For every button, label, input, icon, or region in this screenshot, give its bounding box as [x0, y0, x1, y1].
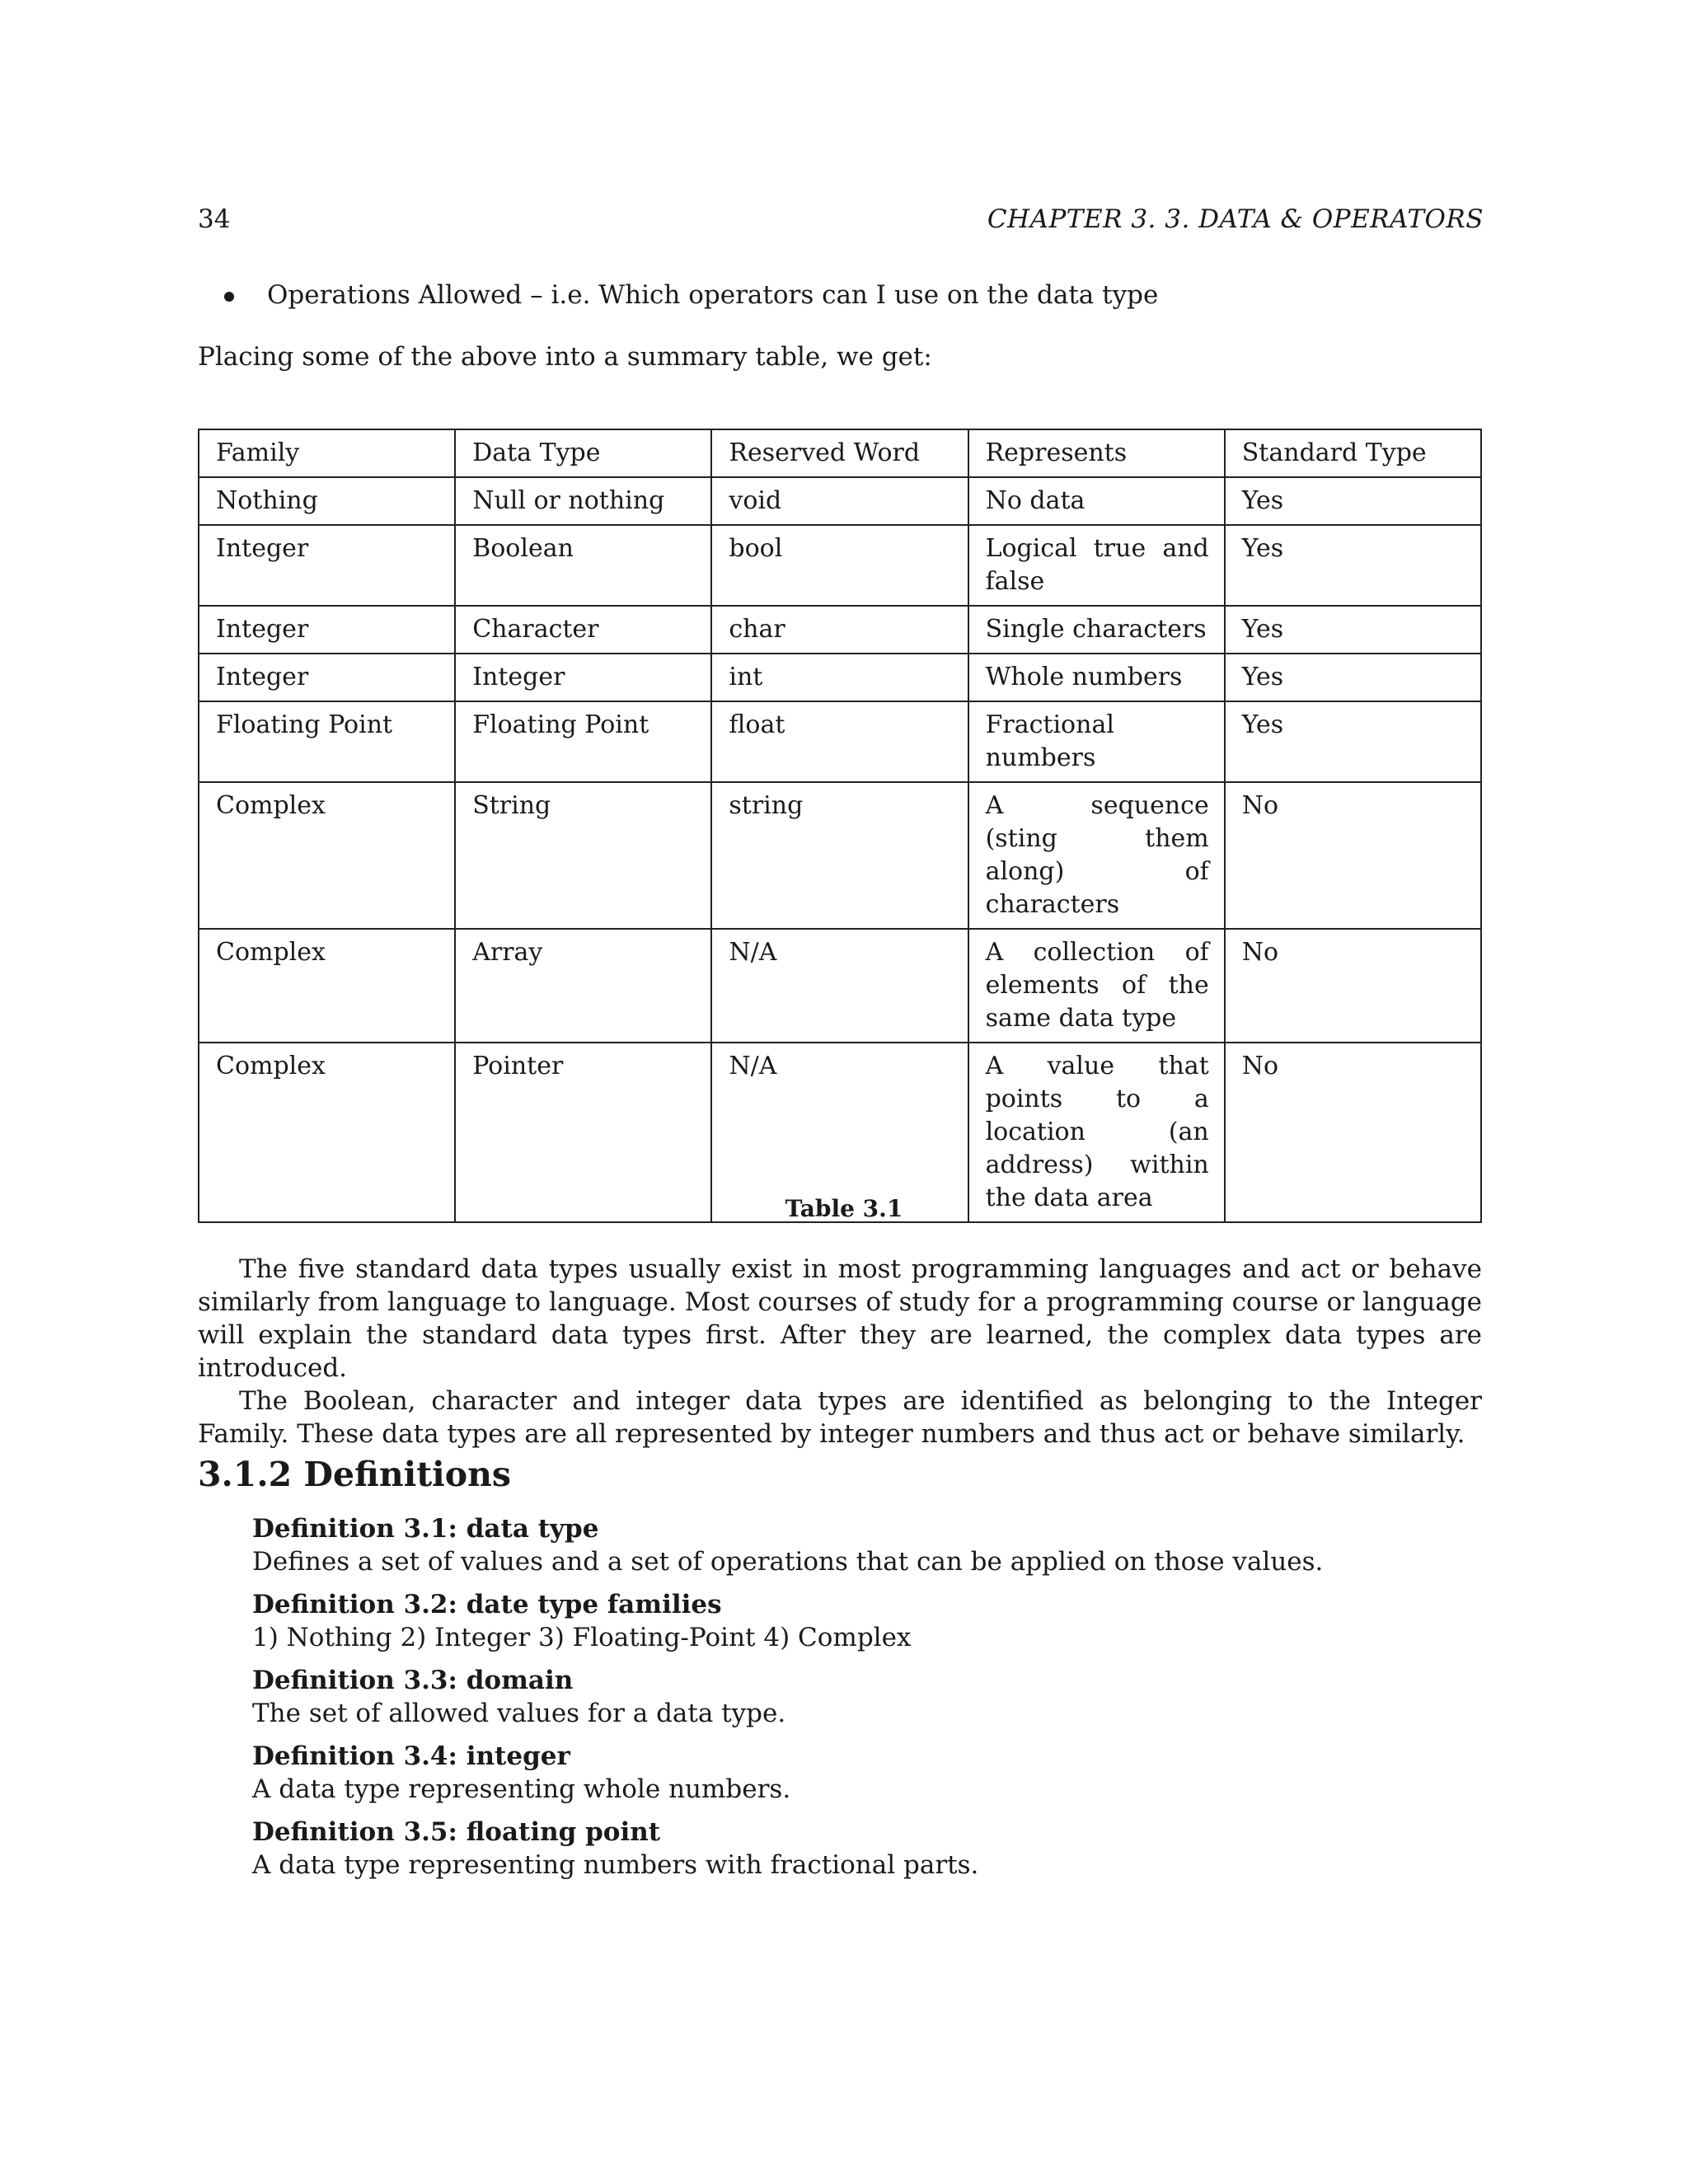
- table-cell: string: [711, 782, 968, 929]
- table-cell: Yes: [1225, 606, 1481, 654]
- table-cell: Array: [455, 929, 711, 1043]
- intro-text: Placing some of the above into a summary table, we get:: [198, 342, 932, 372]
- table-header-row: [199, 429, 1481, 477]
- definition-body: Defines a set of values and a set of operations that can be applied on those values.: [252, 1547, 1324, 1577]
- table-cell: No data: [968, 477, 1225, 525]
- section-heading: 3.1.2 Definitions: [198, 1455, 511, 1494]
- table-cell: int: [711, 654, 968, 701]
- table-cell: Yes: [1225, 525, 1481, 606]
- paragraph: The five standard data types usually exist in most programming languages and act or behave similarly from language to language. Most courses of study for a programming course or language will explain the standard data types first. After they are learned, the complex data types are introduced.: [198, 1254, 1482, 1383]
- table-cell: Boolean: [455, 525, 711, 606]
- table-header-cell: Family: [199, 429, 455, 477]
- body-paragraphs: [198, 1253, 1482, 1451]
- definition-term: Definition 3.2: date type families: [252, 1590, 722, 1619]
- table-header-cell: Standard Type: [1225, 429, 1481, 477]
- table-cell: Integer: [199, 606, 455, 654]
- table-cell: Complex: [199, 782, 455, 929]
- table-cell: A sequence (sting them along) of characters: [968, 782, 1225, 929]
- table-cell: Integer: [455, 654, 711, 701]
- table-cell: Complex: [199, 1043, 455, 1222]
- definition: [252, 1588, 1489, 1654]
- table-cell: String: [455, 782, 711, 929]
- definition: [252, 1512, 1489, 1578]
- table-row: [199, 606, 1481, 654]
- table-cell: No: [1225, 929, 1481, 1043]
- table-cell: Yes: [1225, 701, 1481, 782]
- table-cell: Whole numbers: [968, 654, 1225, 701]
- table-cell: Null or nothing: [455, 477, 711, 525]
- definition-body: A data type representing whole numbers.: [252, 1774, 791, 1804]
- table-cell: void: [711, 477, 968, 525]
- definition: [252, 1816, 1489, 1882]
- definition-term: Definition 3.4: integer: [252, 1741, 570, 1771]
- definition-body: The set of allowed values for a data type.: [252, 1699, 786, 1728]
- definition-term: Definition 3.3: domain: [252, 1666, 574, 1695]
- table-cell: Character: [455, 606, 711, 654]
- definition-body: 1) Nothing 2) Integer 3) Floating-Point 4) Complex: [252, 1623, 912, 1652]
- table-header-cell: Reserved Word: [711, 429, 968, 477]
- table-cell: char: [711, 606, 968, 654]
- table-cell: Floating Point: [455, 701, 711, 782]
- definitions-list: [252, 1512, 1489, 1891]
- table-row: [199, 654, 1481, 701]
- table-caption: Table 3.1: [785, 1195, 903, 1222]
- paragraph: The Boolean, character and integer data types are identified as belonging to the Integer Family. These data types are all represented by integer numbers and thus act or behave similarly.: [198, 1386, 1482, 1449]
- table-cell: Yes: [1225, 654, 1481, 701]
- table-header-cell: Data Type: [455, 429, 711, 477]
- table-cell: Logical true and false: [968, 525, 1225, 606]
- table-cell: Floating Point: [199, 701, 455, 782]
- table-cell: Integer: [199, 654, 455, 701]
- table-cell: No: [1225, 1043, 1481, 1222]
- table-header-cell: Represents: [968, 429, 1225, 477]
- definition-term: Definition 3.1: data type: [252, 1514, 599, 1544]
- bullet-text: Operations Allowed – i.e. Which operators can I use on the data type: [267, 280, 1159, 310]
- table-cell: Fractional numbers: [968, 701, 1225, 782]
- table-cell: Nothing: [199, 477, 455, 525]
- table-cell: A collection of elements of the same data type: [968, 929, 1225, 1043]
- table-cell: N/A: [711, 1043, 968, 1222]
- definition-body: A data type representing numbers with fractional parts.: [252, 1850, 979, 1880]
- definition: [252, 1664, 1489, 1730]
- definition: [252, 1740, 1489, 1806]
- table-row: [199, 477, 1481, 525]
- page-number: 34: [198, 204, 231, 234]
- table-cell: Complex: [199, 929, 455, 1043]
- table-cell: Pointer: [455, 1043, 711, 1222]
- table-cell: Yes: [1225, 477, 1481, 525]
- table-cell: N/A: [711, 929, 968, 1043]
- table-row: [199, 929, 1481, 1043]
- table-cell: A value that points to a location (an address) within the data area: [968, 1043, 1225, 1222]
- table-row: [199, 701, 1481, 782]
- bullet-icon: [224, 292, 234, 302]
- definition-term: Definition 3.5: floating point: [252, 1817, 661, 1847]
- running-head: CHAPTER 3. 3. DATA & OPERATORS: [987, 204, 1484, 234]
- table-cell: Integer: [199, 525, 455, 606]
- table-cell: bool: [711, 525, 968, 606]
- table-row: [199, 782, 1481, 929]
- table-cell: float: [711, 701, 968, 782]
- table-cell: No: [1225, 782, 1481, 929]
- table-cell: Single characters: [968, 606, 1225, 654]
- summary-table: [198, 429, 1482, 1223]
- table-row: [199, 525, 1481, 606]
